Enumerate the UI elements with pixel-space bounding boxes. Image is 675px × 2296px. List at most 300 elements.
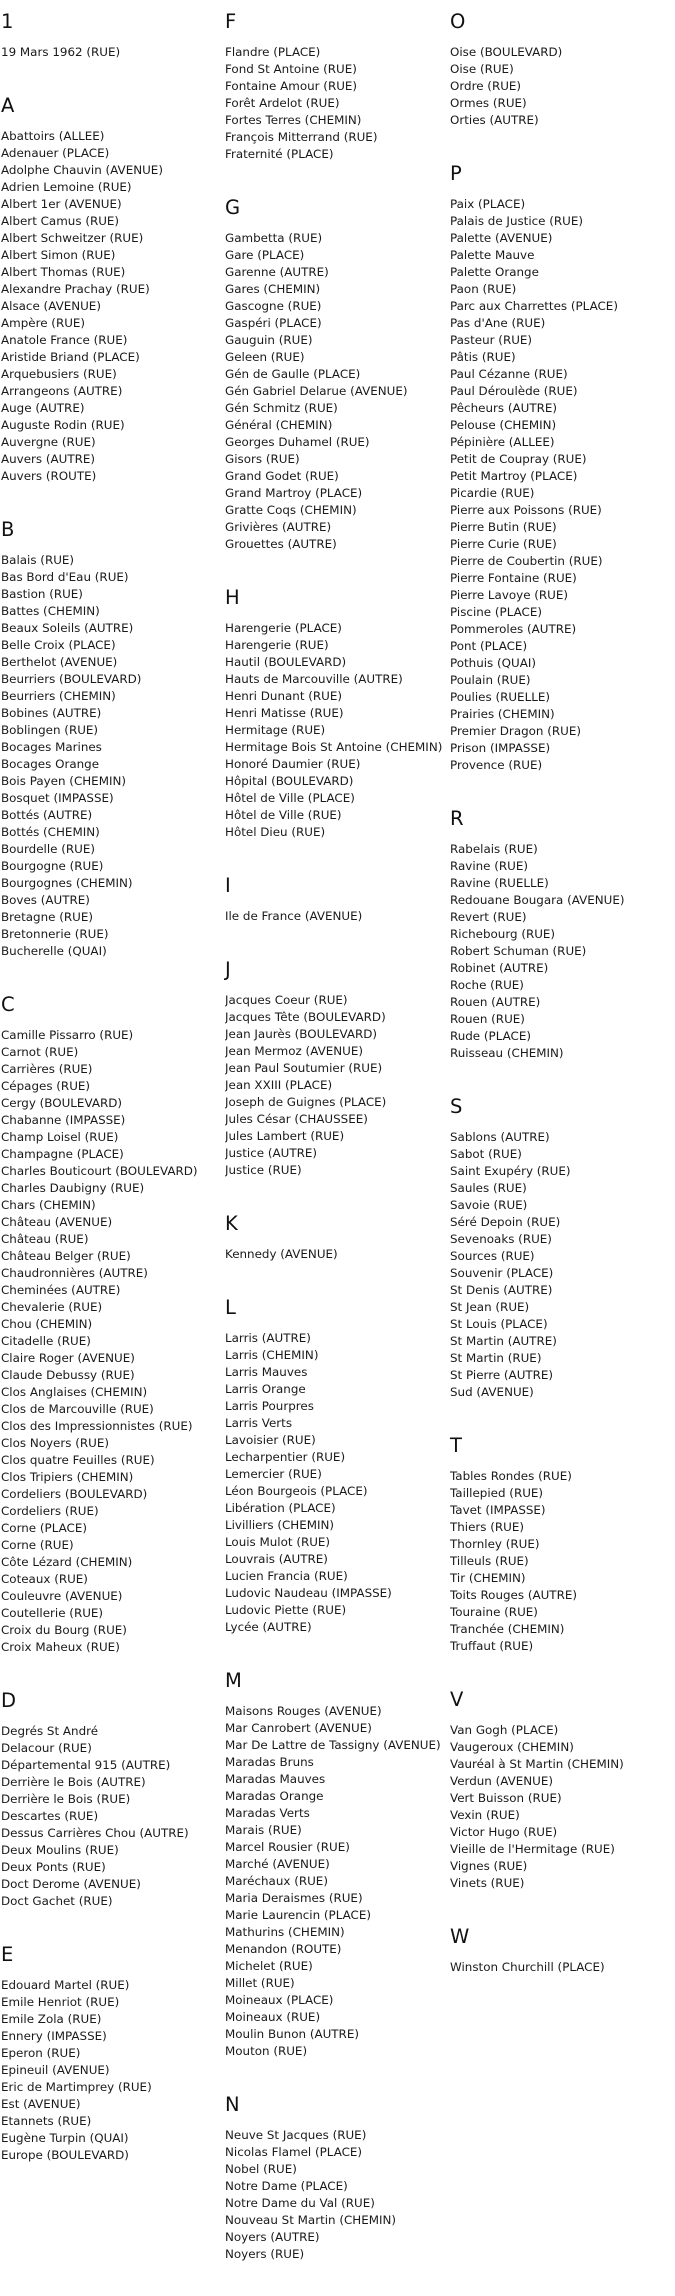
street-list — [225, 620, 447, 841]
street-entry: Corne (PLACE) — [1, 1521, 87, 1535]
street-entry: Notre Dame (PLACE) — [225, 2179, 348, 2193]
street-list — [225, 1330, 447, 1636]
street-entry: Fond St Antoine (RUE) — [225, 62, 357, 76]
letter-section — [1, 518, 221, 960]
street-entry: Albert Schweitzer (RUE) — [1, 231, 144, 245]
street-entry: Pierre de Coubertin (RUE) — [450, 554, 603, 568]
street-entry: Mar Canrobert (AVENUE) — [225, 1721, 372, 1735]
letter-section — [450, 162, 672, 774]
street-entry: Corne (RUE) — [1, 1538, 74, 1552]
street-entry: Hôtel de Ville (PLACE) — [225, 791, 355, 805]
section-letter-heading: T — [450, 1434, 462, 1457]
street-entry: Maradas Bruns — [225, 1755, 314, 1769]
street-entry: Clos de Marcouville (RUE) — [1, 1402, 154, 1416]
letter-section — [225, 874, 447, 925]
street-entry: Sud (AVENUE) — [450, 1385, 534, 1399]
section-letter-heading: N — [225, 2093, 240, 2116]
street-entry: Victor Hugo (RUE) — [450, 1825, 558, 1839]
street-entry: Rabelais (RUE) — [450, 842, 538, 856]
street-entry: Beaux Soleils (AUTRE) — [1, 621, 134, 635]
street-entry: St Jean (RUE) — [450, 1300, 530, 1314]
street-list — [450, 196, 672, 774]
street-entry: Fraternité (PLACE) — [225, 147, 334, 161]
street-list — [450, 1959, 672, 1976]
street-entry: Edouard Martel (RUE) — [1, 1978, 130, 1992]
street-entry: Fortes Terres (CHEMIN) — [225, 113, 362, 127]
street-entry: Beurriers (BOULEVARD) — [1, 672, 142, 686]
street-entry: Provence (RUE) — [450, 758, 543, 772]
street-entry: Pont (PLACE) — [450, 639, 528, 653]
section-letter-heading: E — [1, 1943, 14, 1966]
street-entry: Claude Debussy (RUE) — [1, 1368, 135, 1382]
street-entry: Hauts de Marcouville (AUTRE) — [225, 672, 403, 686]
street-entry: Deux Ponts (RUE) — [1, 1860, 106, 1874]
street-entry: Winston Churchill (PLACE) — [450, 1960, 605, 1974]
street-entry: Justice (AUTRE) — [225, 1146, 317, 1160]
street-entry: Boblingen (RUE) — [1, 723, 99, 737]
letter-section — [1, 1689, 221, 1910]
street-entry: Doct Derome (AVENUE) — [1, 1877, 141, 1891]
street-entry: Ile de France (AVENUE) — [225, 909, 363, 923]
street-entry: Jean Mermoz (AVENUE) — [225, 1044, 363, 1058]
street-entry: Aristide Briand (PLACE) — [1, 350, 140, 364]
street-entry: Nouveau St Martin (CHEMIN) — [225, 2213, 397, 2227]
street-entry: Larris Mauves — [225, 1365, 308, 1379]
street-entry: Chabanne (IMPASSE) — [1, 1113, 126, 1127]
street-entry: Bas Bord d'Eau (RUE) — [1, 570, 129, 584]
street-entry: Bocages Orange — [1, 757, 100, 771]
street-entry: Gén Gabriel Delarue (AVENUE) — [225, 384, 408, 398]
street-entry: Thornley (RUE) — [450, 1537, 540, 1551]
section-letter-heading: D — [1, 1689, 17, 1712]
street-entry: Ludovic Piette (RUE) — [225, 1603, 347, 1617]
street-entry: Albert 1er (AVENUE) — [1, 197, 122, 211]
street-entry: Oise (BOULEVARD) — [450, 45, 563, 59]
street-entry: Joseph de Guignes (PLACE) — [225, 1095, 387, 1109]
street-entry: Couleuvre (AVENUE) — [1, 1589, 123, 1603]
street-list — [1, 552, 221, 960]
index-column — [1, 10, 221, 2197]
street-list — [225, 992, 447, 1179]
street-entry: Bosquet (IMPASSE) — [1, 791, 114, 805]
street-entry: Moineaux (RUE) — [225, 2010, 321, 2024]
street-entry: Pierre aux Poissons (RUE) — [450, 503, 602, 517]
street-entry: Carrières (RUE) — [1, 1062, 93, 1076]
street-entry: Hôtel Dieu (RUE) — [225, 825, 326, 839]
street-entry: Neuve St Jacques (RUE) — [225, 2128, 367, 2142]
letter-section — [450, 1688, 672, 1892]
street-entry: St Martin (RUE) — [450, 1351, 542, 1365]
section-letter-heading: R — [450, 807, 464, 830]
letter-section — [1, 10, 221, 61]
street-entry: Marie Laurencin (PLACE) — [225, 1908, 372, 1922]
street-entry: Lecharpentier (RUE) — [225, 1450, 346, 1464]
street-entry: Claire Roger (AVENUE) — [1, 1351, 135, 1365]
street-entry: Harengerie (RUE) — [225, 638, 329, 652]
letter-section — [450, 1095, 672, 1401]
street-entry: Robert Schuman (RUE) — [450, 944, 587, 958]
street-entry: Honoré Daumier (RUE) — [225, 757, 361, 771]
street-entry: Premier Dragon (RUE) — [450, 724, 581, 738]
street-entry: Henri Dunant (RUE) — [225, 689, 343, 703]
letter-section — [450, 10, 672, 129]
street-entry: Mouton (RUE) — [225, 2044, 308, 2058]
index-column — [450, 10, 672, 2009]
street-entry: Pâtis (RUE) — [450, 350, 516, 364]
street-entry: Auge (AUTRE) — [1, 401, 85, 415]
street-entry: Clos Tripiers (CHEMIN) — [1, 1470, 134, 1484]
street-entry: Cordeliers (RUE) — [1, 1504, 99, 1518]
street-entry: Clos Anglaises (CHEMIN) — [1, 1385, 148, 1399]
section-letter-heading: F — [225, 10, 237, 33]
street-entry: Geleen (RUE) — [225, 350, 305, 364]
street-entry: Anatole France (RUE) — [1, 333, 128, 347]
letter-section — [225, 1212, 447, 1263]
street-entry: Cordeliers (BOULEVARD) — [1, 1487, 148, 1501]
section-letter-heading: I — [225, 874, 231, 897]
street-entry: Jean Paul Soutumier (RUE) — [225, 1061, 383, 1075]
street-entry: Bocages Marines — [1, 740, 102, 754]
street-entry: Toits Rouges (AUTRE) — [450, 1588, 577, 1602]
street-entry: Côte Lézard (CHEMIN) — [1, 1555, 133, 1569]
letter-section — [225, 1296, 447, 1636]
street-entry: Michelet (RUE) — [225, 1959, 313, 1973]
street-entry: Pasteur (RUE) — [450, 333, 533, 347]
street-entry: Eperon (RUE) — [1, 2046, 81, 2060]
street-entry: Alexandre Prachay (RUE) — [1, 282, 150, 296]
street-entry: Tranchée (CHEMIN) — [450, 1622, 565, 1636]
street-list — [1, 1027, 221, 1656]
street-entry: Chevalerie (RUE) — [1, 1300, 103, 1314]
street-entry: Pépinière (ALLEE) — [450, 435, 555, 449]
street-entry: Léon Bourgeois (PLACE) — [225, 1484, 368, 1498]
street-entry: Gaspéri (PLACE) — [225, 316, 322, 330]
street-entry: Emile Henriot (RUE) — [1, 1995, 120, 2009]
street-entry: Bretonnerie (RUE) — [1, 927, 109, 941]
street-list — [225, 2127, 447, 2263]
street-entry: Ennery (IMPASSE) — [1, 2029, 107, 2043]
street-entry: Georges Duhamel (RUE) — [225, 435, 370, 449]
street-entry: Marais (RUE) — [225, 1823, 302, 1837]
street-entry: Tables Rondes (RUE) — [450, 1469, 572, 1483]
section-letter-heading: S — [450, 1095, 463, 1118]
street-entry: Moineaux (PLACE) — [225, 1993, 334, 2007]
letter-section — [450, 1925, 672, 1976]
section-letter-heading: P — [450, 162, 462, 185]
letter-section — [225, 2093, 447, 2263]
street-entry: Roche (RUE) — [450, 978, 524, 992]
street-entry: Alsace (AVENUE) — [1, 299, 101, 313]
street-entry: Sevenoaks (RUE) — [450, 1232, 552, 1246]
street-entry: Bobines (AUTRE) — [1, 706, 102, 720]
street-entry: Croix Maheux (RUE) — [1, 1640, 120, 1654]
street-entry: Bottés (AUTRE) — [1, 808, 93, 822]
street-entry: Maradas Orange — [225, 1789, 324, 1803]
street-entry: Battes (CHEMIN) — [1, 604, 100, 618]
street-entry: Mar De Lattre de Tassigny (AVENUE) — [225, 1738, 441, 1752]
street-entry: Balais (RUE) — [1, 553, 75, 567]
street-entry: Château (AVENUE) — [1, 1215, 113, 1229]
street-entry: Bourgognes (CHEMIN) — [1, 876, 133, 890]
section-letter-heading: H — [225, 586, 240, 609]
street-list — [225, 1246, 447, 1263]
street-entry: Maria Deraismes (RUE) — [225, 1891, 363, 1905]
street-entry: Livilliers (CHEMIN) — [225, 1518, 335, 1532]
street-entry: Pierre Lavoye (RUE) — [450, 588, 569, 602]
street-entry: Larris Orange — [225, 1382, 306, 1396]
street-entry: Bucherelle (QUAI) — [1, 944, 107, 958]
street-entry: Maradas Mauves — [225, 1772, 326, 1786]
street-entry: Gascogne (RUE) — [225, 299, 322, 313]
street-entry: Cergy (BOULEVARD) — [1, 1096, 123, 1110]
street-entry: Auguste Rodin (RUE) — [1, 418, 125, 432]
street-entry: Chars (CHEMIN) — [1, 1198, 96, 1212]
street-list — [450, 44, 672, 129]
street-entry: Truffaut (RUE) — [450, 1639, 534, 1653]
street-entry: Grand Martroy (PLACE) — [225, 486, 363, 500]
letter-section — [1, 993, 221, 1656]
street-entry: Petit Martroy (PLACE) — [450, 469, 578, 483]
street-entry: Gén de Gaulle (PLACE) — [225, 367, 361, 381]
letter-section — [1, 94, 221, 485]
street-entry: Château (RUE) — [1, 1232, 89, 1246]
street-entry: Boves (AUTRE) — [1, 893, 90, 907]
street-entry: Lucien Francia (RUE) — [225, 1569, 348, 1583]
street-entry: Bois Payen (CHEMIN) — [1, 774, 126, 788]
street-entry: Europe (BOULEVARD) — [1, 2148, 129, 2162]
street-entry: Gisors (RUE) — [225, 452, 300, 466]
street-entry: Paon (RUE) — [450, 282, 517, 296]
street-entry: Savoie (RUE) — [450, 1198, 528, 1212]
street-entry: Eric de Martimprey (RUE) — [1, 2080, 152, 2094]
street-list — [450, 1129, 672, 1401]
street-entry: Paix (PLACE) — [450, 197, 526, 211]
street-entry: Auvergne (RUE) — [1, 435, 96, 449]
street-entry: Cépages (RUE) — [1, 1079, 91, 1093]
street-entry: Larris (CHEMIN) — [225, 1348, 319, 1362]
street-entry: Clos des Impressionnistes (RUE) — [1, 1419, 193, 1433]
street-entry: Gares (CHEMIN) — [225, 282, 321, 296]
street-entry: Citadelle (RUE) — [1, 1334, 91, 1348]
street-entry: Abattoirs (ALLEE) — [1, 129, 105, 143]
section-letter-heading: V — [450, 1688, 464, 1711]
street-entry: St Denis (AUTRE) — [450, 1283, 553, 1297]
street-entry: Hautil (BOULEVARD) — [225, 655, 347, 669]
street-entry: Bretagne (RUE) — [1, 910, 93, 924]
street-entry: Pierre Butin (RUE) — [450, 520, 557, 534]
street-entry: Doct Gachet (RUE) — [1, 1894, 113, 1908]
section-letter-heading: A — [1, 94, 15, 117]
street-entry: Pierre Curie (RUE) — [450, 537, 557, 551]
street-entry: Louis Mulot (RUE) — [225, 1535, 331, 1549]
street-entry: Albert Thomas (RUE) — [1, 265, 126, 279]
street-entry: Delacour (RUE) — [1, 1741, 92, 1755]
street-entry: Ludovic Naudeau (IMPASSE) — [225, 1586, 392, 1600]
street-entry: Arquebusiers (RUE) — [1, 367, 117, 381]
street-entry: Revert (RUE) — [450, 910, 527, 924]
street-entry: Dessus Carrières Chou (AUTRE) — [1, 1826, 189, 1840]
street-entry: Picardie (RUE) — [450, 486, 535, 500]
street-entry: Palette Orange — [450, 265, 539, 279]
street-list — [450, 1722, 672, 1892]
street-entry: Paul Cézanne (RUE) — [450, 367, 568, 381]
street-entry: Thiers (RUE) — [450, 1520, 525, 1534]
section-letter-heading: B — [1, 518, 15, 541]
section-letter-heading: W — [450, 1925, 470, 1948]
street-entry: Albert Camus (RUE) — [1, 214, 120, 228]
street-entry: Orties (AUTRE) — [450, 113, 539, 127]
street-entry: Adolphe Chauvin (AVENUE) — [1, 163, 163, 177]
street-entry: Bottés (CHEMIN) — [1, 825, 100, 839]
street-entry: Lemercier (RUE) — [225, 1467, 322, 1481]
street-entry: Descartes (RUE) — [1, 1809, 99, 1823]
section-letter-heading: K — [225, 1212, 238, 1235]
street-entry: François Mitterrand (RUE) — [225, 130, 378, 144]
street-entry: Vaugeroux (CHEMIN) — [450, 1740, 574, 1754]
index-column — [225, 10, 447, 2296]
street-entry: Parc aux Charrettes (PLACE) — [450, 299, 618, 313]
street-entry: Auvers (AUTRE) — [1, 452, 96, 466]
street-entry: Petit de Coupray (RUE) — [450, 452, 587, 466]
street-entry: Charles Daubigny (RUE) — [1, 1181, 145, 1195]
street-entry: Adenauer (PLACE) — [1, 146, 110, 160]
street-entry: Maisons Rouges (AVENUE) — [225, 1704, 382, 1718]
street-entry: Lycée (AUTRE) — [225, 1620, 312, 1634]
street-entry: Hôtel de Ville (RUE) — [225, 808, 342, 822]
street-entry: Jacques Tête (BOULEVARD) — [225, 1010, 386, 1024]
street-entry: Marché (AVENUE) — [225, 1857, 330, 1871]
street-entry: Vinets (RUE) — [450, 1876, 525, 1890]
street-list — [1, 44, 221, 61]
street-list — [450, 841, 672, 1062]
street-list — [225, 44, 447, 163]
section-letter-heading: L — [225, 1296, 236, 1319]
street-entry: Degrés St André — [1, 1724, 99, 1738]
street-entry: Jean XXIII (PLACE) — [225, 1078, 333, 1092]
street-entry: Flandre (PLACE) — [225, 45, 321, 59]
street-entry: Larris Verts — [225, 1416, 293, 1430]
street-entry: Cheminées (AUTRE) — [1, 1283, 121, 1297]
street-entry: Noyers (AUTRE) — [225, 2230, 320, 2244]
street-entry: Larris Pourpres — [225, 1399, 314, 1413]
street-entry: Maradas Verts — [225, 1806, 310, 1820]
street-entry: Gambetta (RUE) — [225, 231, 323, 245]
letter-section — [450, 1434, 672, 1655]
street-entry: Piscine (PLACE) — [450, 605, 542, 619]
street-entry: Clos Noyers (RUE) — [1, 1436, 109, 1450]
street-entry: Ravine (RUE) — [450, 859, 529, 873]
street-entry: Lavoisier (RUE) — [225, 1433, 316, 1447]
section-letter-heading: G — [225, 196, 241, 219]
street-entry: Tir (CHEMIN) — [450, 1571, 526, 1585]
street-entry: Poulies (RUELLE) — [450, 690, 550, 704]
street-entry: Pelouse (CHEMIN) — [450, 418, 557, 432]
street-entry: Larris (AUTRE) — [225, 1331, 311, 1345]
street-entry: Mathurins (CHEMIN) — [225, 1925, 345, 1939]
street-entry: Ordre (RUE) — [450, 79, 522, 93]
street-entry: Garenne (AUTRE) — [225, 265, 329, 279]
street-entry: Pothuis (QUAI) — [450, 656, 537, 670]
street-entry: Berthelot (AVENUE) — [1, 655, 118, 669]
street-entry: Henri Matisse (RUE) — [225, 706, 344, 720]
street-entry: Richebourg (RUE) — [450, 927, 556, 941]
letter-section — [225, 196, 447, 553]
street-entry: Château Belger (RUE) — [1, 1249, 131, 1263]
street-entry: Auvers (ROUTE) — [1, 469, 97, 483]
street-entry: Hermitage Bois St Antoine (CHEMIN) — [225, 740, 443, 754]
street-list — [225, 908, 447, 925]
street-entry: Adrien Lemoine (RUE) — [1, 180, 132, 194]
street-entry: Carnot (RUE) — [1, 1045, 79, 1059]
street-entry: Sources (RUE) — [450, 1249, 535, 1263]
street-entry: Millet (RUE) — [225, 1976, 295, 1990]
street-entry: Rouen (AUTRE) — [450, 995, 541, 1009]
street-entry: Camille Pissarro (RUE) — [1, 1028, 134, 1042]
street-entry: Sablons (AUTRE) — [450, 1130, 550, 1144]
street-entry: St Pierre (AUTRE) — [450, 1368, 554, 1382]
street-entry: Kennedy (AVENUE) — [225, 1247, 338, 1261]
street-entry: Derrière le Bois (RUE) — [1, 1792, 131, 1806]
street-entry: Robinet (AUTRE) — [450, 961, 549, 975]
street-entry: Noyers (RUE) — [225, 2247, 305, 2261]
street-entry: Gauguin (RUE) — [225, 333, 313, 347]
street-entry: Pommeroles (AUTRE) — [450, 622, 577, 636]
street-entry: Palette Mauve — [450, 248, 535, 262]
street-entry: Ruisseau (CHEMIN) — [450, 1046, 564, 1060]
street-entry: Ravine (RUELLE) — [450, 876, 549, 890]
street-entry: Départemental 915 (AUTRE) — [1, 1758, 171, 1772]
street-entry: Vignes (RUE) — [450, 1859, 528, 1873]
street-entry: Oise (RUE) — [450, 62, 514, 76]
street-entry: Etannets (RUE) — [1, 2114, 92, 2128]
letter-section — [1, 1943, 221, 2164]
street-entry: Jacques Coeur (RUE) — [225, 993, 348, 1007]
street-entry: Menandon (ROUTE) — [225, 1942, 342, 1956]
street-entry: Grand Godet (RUE) — [225, 469, 339, 483]
street-entry: Harengerie (PLACE) — [225, 621, 342, 635]
street-entry: Champagne (PLACE) — [1, 1147, 124, 1161]
street-entry: St Martin (AUTRE) — [450, 1334, 557, 1348]
street-entry: Général (CHEMIN) — [225, 418, 333, 432]
section-letter-heading: 1 — [1, 10, 14, 33]
street-entry: Verdun (AVENUE) — [450, 1774, 554, 1788]
street-entry: Grivières (AUTRE) — [225, 520, 332, 534]
street-entry: Justice (RUE) — [225, 1163, 302, 1177]
section-letter-heading: J — [225, 958, 231, 981]
street-list — [1, 1977, 221, 2164]
street-entry: Paul Déroulède (RUE) — [450, 384, 578, 398]
street-entry: Tavet (IMPASSE) — [450, 1503, 546, 1517]
street-entry: Nobel (RUE) — [225, 2162, 297, 2176]
street-entry: 19 Mars 1962 (RUE) — [1, 45, 121, 59]
street-entry: Beurriers (CHEMIN) — [1, 689, 116, 703]
street-entry: Belle Croix (PLACE) — [1, 638, 116, 652]
street-entry: Vert Buisson (RUE) — [450, 1791, 562, 1805]
street-entry: Vieille de l'Hermitage (RUE) — [450, 1842, 615, 1856]
street-entry: Deux Moulins (RUE) — [1, 1843, 119, 1857]
street-entry: Séré Depoin (RUE) — [450, 1215, 561, 1229]
section-letter-heading: M — [225, 1669, 242, 1692]
street-entry: Prairies (CHEMIN) — [450, 707, 555, 721]
street-entry: Hôpital (BOULEVARD) — [225, 774, 354, 788]
street-entry: Clos quatre Feuilles (RUE) — [1, 1453, 155, 1467]
street-entry: Chaudronnières (AUTRE) — [1, 1266, 148, 1280]
street-entry: Chou (CHEMIN) — [1, 1317, 93, 1331]
street-entry: Est (AVENUE) — [1, 2097, 81, 2111]
street-entry: Moulin Bunon (AUTRE) — [225, 2027, 359, 2041]
street-entry: Saules (RUE) — [450, 1181, 527, 1195]
street-list — [225, 230, 447, 553]
